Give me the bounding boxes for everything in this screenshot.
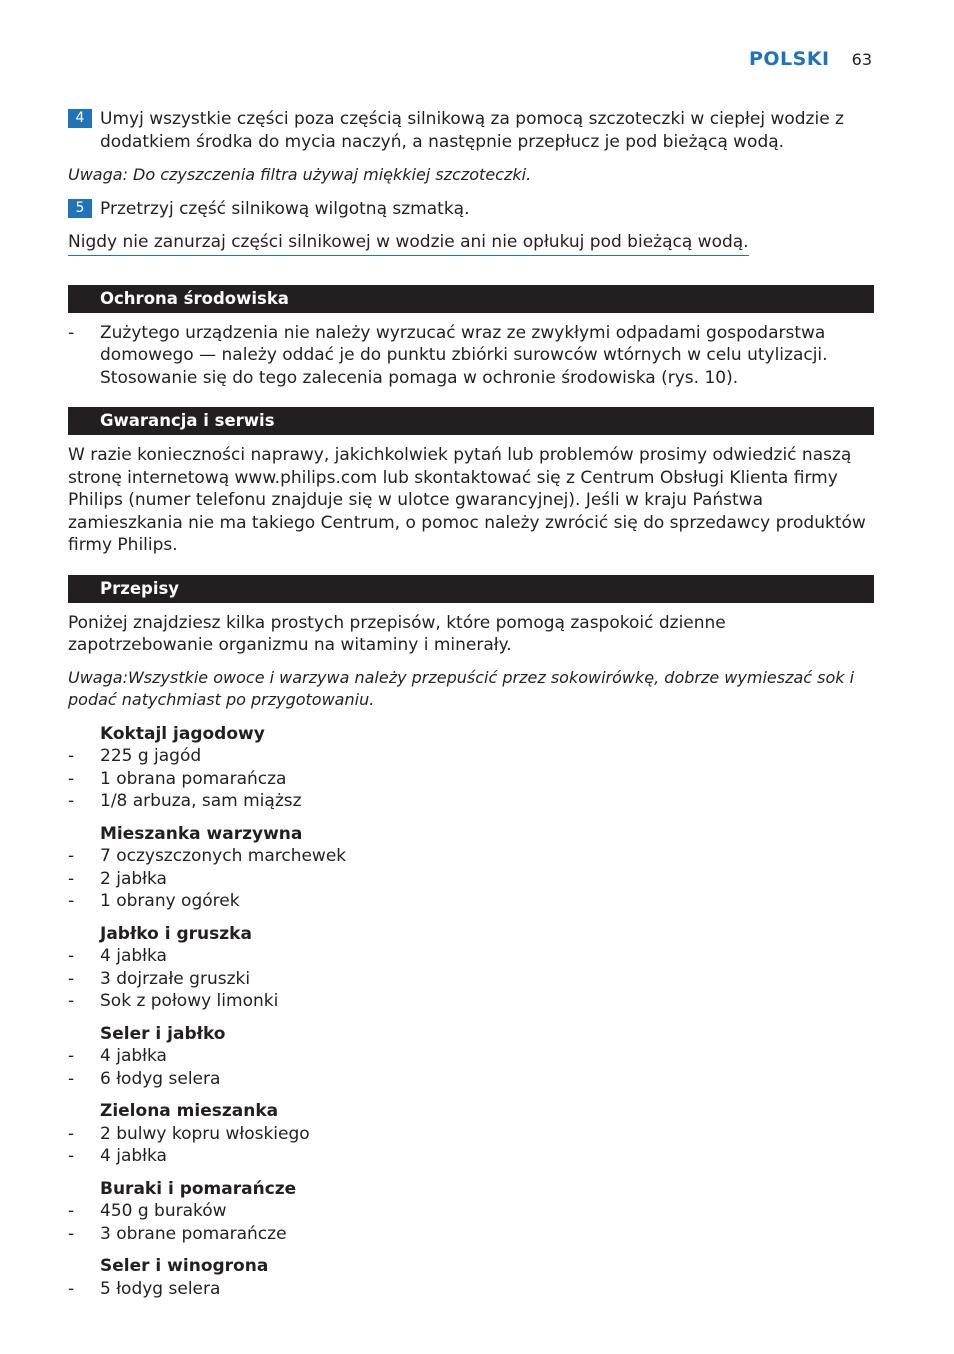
recipe-title: Seler i winogrona: [100, 1256, 269, 1276]
ingredient-text: 7 oczyszczonych marchewek: [100, 846, 347, 866]
dash-marker: -: [68, 1046, 75, 1066]
dash-marker: -: [68, 1123, 75, 1144]
ingredient-item: [68, 1068, 874, 1091]
ingredient-item: [68, 1145, 874, 1168]
dash-marker: -: [68, 1146, 75, 1166]
dash-marker: -: [68, 1223, 75, 1244]
ingredient-text: 4 jabłka: [100, 946, 167, 966]
ingredient-text: 3 dojrzałe gruszki: [100, 968, 251, 989]
page-number: 63: [851, 50, 872, 69]
ingredient-text: Sok z połowy limonki: [100, 991, 279, 1011]
ingredient-item: [68, 1123, 874, 1146]
ingredient-item: [68, 768, 874, 791]
ingredient-text: 6 łodyg selera: [100, 1068, 221, 1089]
recipe-title: Mieszanka warzywna: [100, 823, 303, 844]
dash-marker: -: [68, 768, 75, 789]
dash-marker: -: [68, 868, 75, 889]
recipes-intro: Poniżej znajdziesz kilka prostych przepisów, które pomogą zaspokoić dzienne zapotrzebowanie organizmu na witaminy i minerały.: [68, 612, 726, 655]
water-warning: Nigdy nie zanurzaj części silnikowej w wodzie ani nie opłukuj pod bieżącą wodą.: [68, 231, 749, 256]
recipe-list: [68, 723, 874, 1301]
dash-marker: -: [68, 891, 75, 911]
warranty-text-after: lub skontaktować się z Centrum Obsługi Klienta firmy Philips (numer telefonu znajduje się w ulotce gwarancyjnej). Jeśli w kraju Państwa zamieszkania nie ma takiego Centrum, o pomoc należy zwrócić się do sprzedawcy produktów firmy Philips.: [68, 467, 866, 555]
ingredient-item: [68, 1278, 874, 1301]
ingredient-text: 4 jabłka: [100, 1146, 167, 1166]
step-number-badge: 4: [68, 109, 92, 128]
ingredient-text: 2 jabłka: [100, 868, 167, 889]
step-text: Umyj wszystkie części poza częścią silnikową za pomocą szczoteczki w ciepłej wodzie z dodatkiem środka do mycia naczyń, a następnie przepłucz je pod bieżącą wodą.: [100, 109, 844, 152]
ingredient-item: [68, 890, 874, 913]
ingredient-item: [68, 968, 874, 991]
ingredient-text: 3 obrane pomarańcze: [100, 1223, 287, 1244]
dash-marker: -: [68, 1201, 75, 1221]
dash-marker: -: [68, 322, 75, 343]
ingredient-text: 4 jabłka: [100, 1046, 167, 1066]
recipe-title: Buraki i pomarańcze: [100, 1178, 297, 1199]
ingredient-text: 1 obrany ogórek: [100, 891, 240, 911]
warranty-text-before: W razie konieczności naprawy, jakichkolwiek pytań lub problemów prosimy odwiedzić naszą stronę internetową: [68, 445, 852, 488]
language-label: POLSKI: [748, 48, 830, 70]
dash-marker: -: [68, 946, 75, 966]
recipe-title: Jabłko i gruszka: [100, 923, 252, 944]
warranty-paragraph: [68, 444, 874, 557]
environment-text: Zużytego urządzenia nie należy wyrzucać wraz ze zwykłymi odpadami gospodarstwa domowego — należy oddać je do punktu zbiórki surowców wtórnych w celu utylizacji. Stosowanie się do tego zalecenia pomaga w ochronie środowiska (rys. 10).: [100, 322, 828, 388]
dash-marker: -: [68, 846, 75, 866]
dash-marker: -: [68, 791, 75, 811]
ingredient-item: [68, 845, 874, 868]
ingredient-text: 2 bulwy kopru włoskiego: [100, 1123, 310, 1144]
ingredient-text: 1/8 arbuza, sam miąższ: [100, 791, 302, 811]
ingredient-item: [68, 945, 874, 968]
ingredient-item: [68, 1200, 874, 1223]
recipe-title: Koktajl jagodowy: [100, 723, 265, 744]
dash-marker: -: [68, 1278, 75, 1299]
dash-marker: -: [68, 968, 75, 989]
recipe-title: Zielona mieszanka: [100, 1101, 279, 1121]
step-number-badge: 5: [68, 199, 92, 218]
philips-website-link[interactable]: www.philips.com: [234, 467, 378, 488]
ingredient-item: [68, 1045, 874, 1068]
recipes-note: Uwaga:Wszystkie owoce i warzywa należy przepuścić przez sokowirówkę, dobrze wymieszać sok i podać natychmiast po przygotowaniu.: [68, 667, 855, 709]
filter-note: Uwaga: Do czyszczenia filtra używaj miękkiej szczoteczki.: [68, 165, 532, 184]
ingredient-item: [68, 745, 874, 768]
ingredient-item: [68, 990, 874, 1013]
page-content: [68, 108, 874, 1300]
dash-marker: -: [68, 746, 75, 766]
page-header: [749, 48, 872, 72]
section-heading-warranty: Gwarancja i serwis: [68, 407, 874, 435]
ingredient-text: 1 obrana pomarańcza: [100, 768, 287, 789]
ingredient-item: [68, 1223, 874, 1246]
section-heading-environment: Ochrona środowiska: [68, 285, 874, 313]
ingredient-item: [68, 868, 874, 891]
recipe-title: Seler i jabłko: [100, 1023, 226, 1044]
step-4: [68, 108, 874, 153]
section-heading-recipes: Przepisy: [68, 575, 874, 603]
ingredient-text: 450 g buraków: [100, 1201, 227, 1221]
ingredient-text: 225 g jagód: [100, 746, 202, 766]
dash-marker: -: [68, 991, 75, 1011]
step-5: [68, 198, 874, 221]
environment-item: [68, 322, 874, 390]
ingredient-text: 5 łodyg selera: [100, 1278, 221, 1299]
dash-marker: -: [68, 1068, 75, 1089]
ingredient-item: [68, 790, 874, 813]
step-text: Przetrzyj część silnikową wilgotną szmatką.: [100, 198, 470, 219]
